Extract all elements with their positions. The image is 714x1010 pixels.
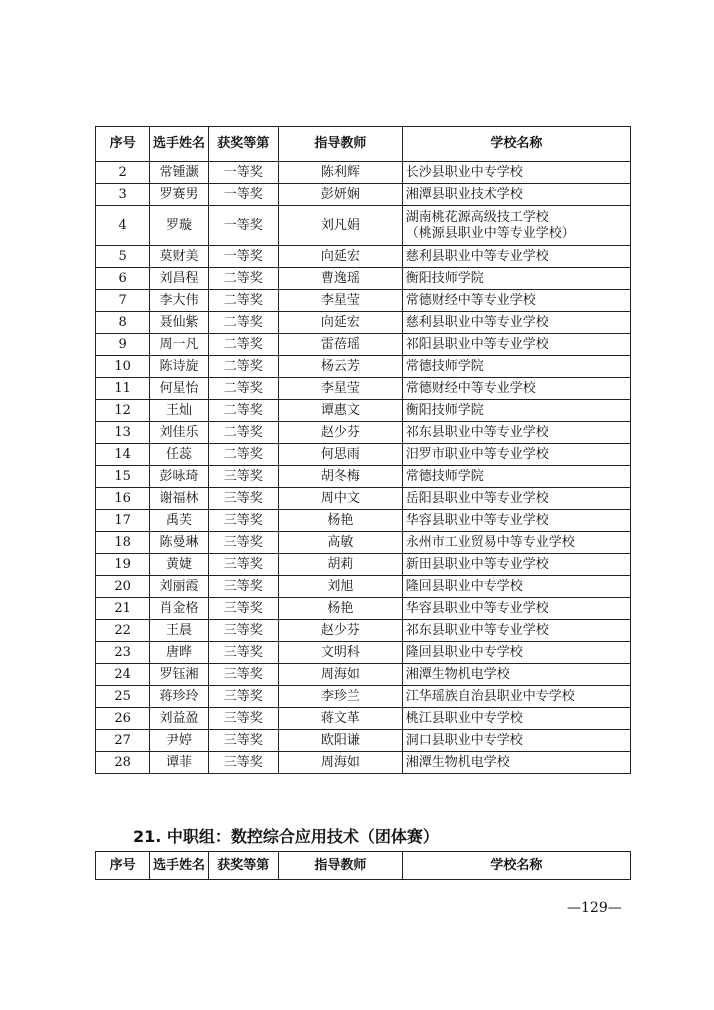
cell-award: 一等奖 [208,206,278,246]
cell-name: 任蕊 [150,444,208,466]
table-row [96,312,631,334]
school-line-1: 湖南桃花源高级技工学校 [405,209,549,225]
cell-name: 何星怡 [150,378,208,400]
cell-teacher: 刘旭 [279,576,403,598]
cell-school: 隆回县职业中专学校 [402,576,630,598]
table-row [96,554,631,576]
cell-award: 二等奖 [208,422,278,444]
cell-no: 20 [96,576,150,598]
cell-no: 4 [96,206,150,246]
cell-no: 24 [96,664,150,686]
page-number: —129— [567,900,622,916]
table-row [96,290,631,312]
cell-no: 15 [96,466,150,488]
table-row [96,576,631,598]
cell-no: 10 [96,356,150,378]
cell-no: 16 [96,488,150,510]
cell-name: 莫财美 [150,246,208,268]
cell-no: 21 [96,598,150,620]
cell-name: 刘佳乐 [150,422,208,444]
header-school: 学校名称 [402,127,630,162]
table-row [96,334,631,356]
cell-award: 二等奖 [208,268,278,290]
cell-teacher: 文明科 [279,642,403,664]
table-row [96,510,631,532]
header-name: 选手姓名 [150,127,208,162]
cell-teacher: 胡冬梅 [279,466,403,488]
cell-award: 三等奖 [208,620,278,642]
cell-name: 禹芙 [150,510,208,532]
header-no: 序号 [96,852,150,880]
cell-no: 12 [96,400,150,422]
cell-school: 湘潭生物机电学校 [402,752,630,774]
cell-no: 11 [96,378,150,400]
cell-school: 常德财经中等专业学校 [402,378,630,400]
cell-school: 慈利县职业中等专业学校 [402,312,630,334]
table-row [96,532,631,554]
cell-award: 三等奖 [208,554,278,576]
cell-no: 8 [96,312,150,334]
cell-school [402,206,630,246]
cell-teacher: 曹逸瑶 [279,268,403,290]
cell-school: 华容县职业中等专业学校 [402,598,630,620]
table-row [96,598,631,620]
cell-name: 常锺灏 [150,162,208,184]
cell-teacher: 陈利辉 [279,162,403,184]
cell-school: 汨罗市职业中等专业学校 [402,444,630,466]
cell-school: 祁东县职业中等专业学校 [402,422,630,444]
cell-award: 三等奖 [208,708,278,730]
cell-school: 衡阳技师学院 [402,400,630,422]
cell-name: 谢福林 [150,488,208,510]
cell-no: 23 [96,642,150,664]
cell-school: 隆回县职业中专学校 [402,642,630,664]
cell-no: 7 [96,290,150,312]
cell-award: 一等奖 [208,184,278,206]
cell-teacher: 向延宏 [279,312,403,334]
school-line-2: （桃源县职业中等专业学校） [405,225,575,241]
table-body [96,162,631,774]
header-award: 获奖等第 [208,852,278,880]
cell-award: 三等奖 [208,686,278,708]
table-row [96,664,631,686]
cell-award: 二等奖 [208,334,278,356]
cell-teacher: 彭妍娴 [279,184,403,206]
cell-teacher: 欧阳谦 [279,730,403,752]
cell-name: 刘丽霞 [150,576,208,598]
cell-no: 14 [96,444,150,466]
cell-award: 三等奖 [208,598,278,620]
cell-award: 一等奖 [208,162,278,184]
table-row [96,708,631,730]
cell-award: 二等奖 [208,400,278,422]
table-row [96,466,631,488]
table-row [96,422,631,444]
header-school: 学校名称 [402,852,630,880]
cell-teacher: 刘凡娟 [279,206,403,246]
table-row [96,184,631,206]
cell-school: 湘潭生物机电学校 [402,664,630,686]
cell-teacher: 杨艳 [279,598,403,620]
cell-teacher: 李珍兰 [279,686,403,708]
cell-award: 三等奖 [208,466,278,488]
cell-name: 肖金格 [150,598,208,620]
table-row [96,488,631,510]
cell-name: 罗赛男 [150,184,208,206]
cell-name: 王灿 [150,400,208,422]
cell-award: 二等奖 [208,312,278,334]
cell-award: 三等奖 [208,510,278,532]
cell-teacher: 胡莉 [279,554,403,576]
cell-name: 谭菲 [150,752,208,774]
table-row [96,686,631,708]
table-row [96,246,631,268]
section-title: 21. 中职组：数控综合应用技术（团体赛） [133,827,439,846]
cell-name: 陈曼琳 [150,532,208,554]
cell-teacher: 谭惠文 [279,400,403,422]
cell-no: 27 [96,730,150,752]
table-header-row [96,852,631,880]
cell-no: 13 [96,422,150,444]
table-row [96,730,631,752]
table-row [96,620,631,642]
cell-award: 三等奖 [208,642,278,664]
header-no: 序号 [96,127,150,162]
cell-award: 三等奖 [208,532,278,554]
cell-school: 永州市工业贸易中等专业学校 [402,532,630,554]
cell-teacher: 周海如 [279,752,403,774]
cell-name: 李大伟 [150,290,208,312]
cell-award: 三等奖 [208,730,278,752]
table-row [96,378,631,400]
team-awards-table [95,851,631,880]
cell-school: 常德技师学院 [402,466,630,488]
cell-name: 周一凡 [150,334,208,356]
cell-no: 2 [96,162,150,184]
cell-name: 刘昌程 [150,268,208,290]
cell-name: 蒋珍玲 [150,686,208,708]
cell-name: 尹婷 [150,730,208,752]
table-row [96,400,631,422]
cell-award: 二等奖 [208,378,278,400]
cell-school: 衡阳技师学院 [402,268,630,290]
cell-award: 二等奖 [208,290,278,312]
cell-teacher: 赵少芬 [279,620,403,642]
cell-no: 19 [96,554,150,576]
cell-teacher: 蒋文革 [279,708,403,730]
cell-school: 祁阳县职业中等专业学校 [402,334,630,356]
cell-name: 聂仙紫 [150,312,208,334]
cell-school: 湘潭县职业技术学校 [402,184,630,206]
cell-award: 三等奖 [208,576,278,598]
cell-name: 刘益盈 [150,708,208,730]
table-row [96,206,631,246]
cell-school: 长沙县职业中专学校 [402,162,630,184]
cell-teacher: 何思雨 [279,444,403,466]
cell-school: 江华瑶族自治县职业中专学校 [402,686,630,708]
cell-award: 二等奖 [208,356,278,378]
cell-no: 17 [96,510,150,532]
cell-no: 28 [96,752,150,774]
cell-name: 陈诗旋 [150,356,208,378]
cell-award: 三等奖 [208,488,278,510]
cell-teacher: 李星莹 [279,290,403,312]
cell-school: 洞口县职业中专学校 [402,730,630,752]
cell-school: 祁东县职业中等专业学校 [402,620,630,642]
cell-no: 22 [96,620,150,642]
cell-name: 唐晔 [150,642,208,664]
cell-school: 慈利县职业中等专业学校 [402,246,630,268]
table-header-row [96,127,631,162]
cell-award: 三等奖 [208,752,278,774]
cell-school: 华容县职业中等专业学校 [402,510,630,532]
table-row [96,752,631,774]
table-row [96,162,631,184]
cell-name: 彭咏琦 [150,466,208,488]
cell-school: 常德财经中等专业学校 [402,290,630,312]
header-award: 获奖等第 [208,127,278,162]
cell-school: 岳阳县职业中等专业学校 [402,488,630,510]
cell-teacher: 高敏 [279,532,403,554]
cell-teacher: 向延宏 [279,246,403,268]
cell-award: 三等奖 [208,664,278,686]
table-row [96,268,631,290]
cell-name: 罗钰湘 [150,664,208,686]
header-name: 选手姓名 [150,852,208,880]
cell-teacher: 周中文 [279,488,403,510]
cell-no: 6 [96,268,150,290]
cell-school: 新田县职业中等专业学校 [402,554,630,576]
cell-teacher: 李星莹 [279,378,403,400]
cell-no: 26 [96,708,150,730]
cell-no: 18 [96,532,150,554]
header-teacher: 指导教师 [279,127,403,162]
cell-name: 罗璇 [150,206,208,246]
cell-school: 桃江县职业中专学校 [402,708,630,730]
table-row [96,444,631,466]
cell-no: 25 [96,686,150,708]
table-row [96,356,631,378]
cell-award: 一等奖 [208,246,278,268]
awards-table [95,126,631,774]
cell-teacher: 赵少芬 [279,422,403,444]
header-teacher: 指导教师 [279,852,403,880]
cell-teacher: 雷蓓瑶 [279,334,403,356]
cell-no: 3 [96,184,150,206]
cell-award: 二等奖 [208,444,278,466]
cell-teacher: 周海如 [279,664,403,686]
cell-teacher: 杨云芳 [279,356,403,378]
cell-name: 黄婕 [150,554,208,576]
table-row [96,642,631,664]
cell-name: 王晨 [150,620,208,642]
cell-teacher: 杨艳 [279,510,403,532]
cell-no: 5 [96,246,150,268]
cell-school: 常德技师学院 [402,356,630,378]
cell-no: 9 [96,334,150,356]
